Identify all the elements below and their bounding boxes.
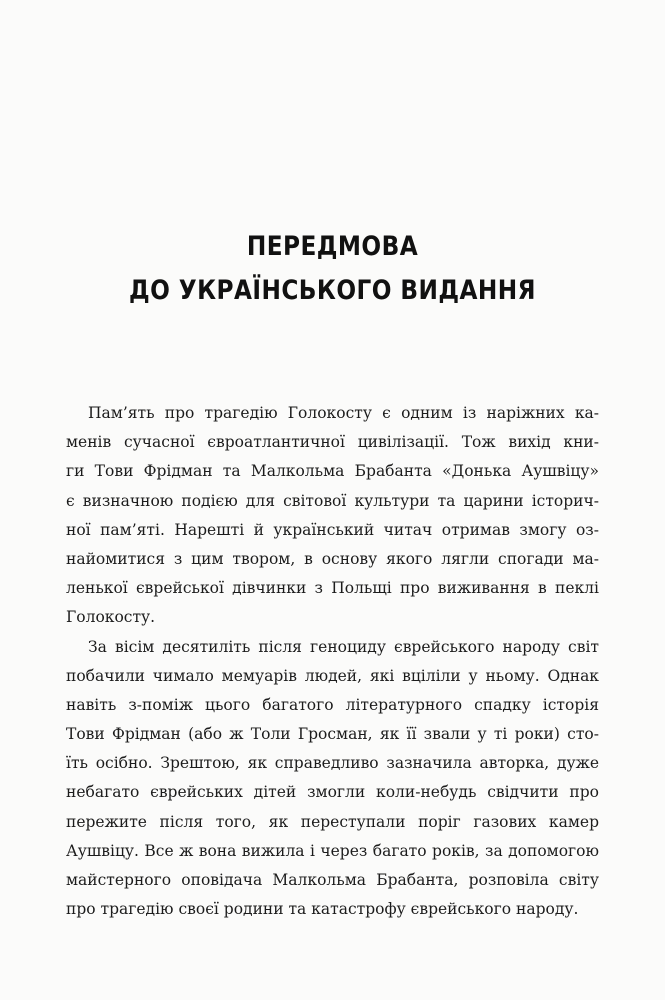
text-line: За вісім десятиліть після геноциду єврейського народу світ <box>88 637 599 656</box>
text-line: пережите після того, як переступали поріг газових камер <box>66 812 599 831</box>
text-line: ної пам’яті. Нарешті й український читач отримав змогу оз- <box>66 520 599 539</box>
text-line: ги Тови Фрідман та Малкольма Брабанта «Донька Аушвіцу» <box>66 462 599 481</box>
text-line: побачили чимало мемуарів людей, які вціліли у ньому. Однак <box>66 666 599 685</box>
text-line: навіть з-поміж цього багатого літературного спадку історія <box>66 695 599 714</box>
text-line: найомитися з цим твором, в основу якого лягли спогади ма- <box>66 549 599 568</box>
body-text <box>66 399 599 924</box>
text-line: Пам’ять про трагедію Голокосту є одним із наріжних ка- <box>88 404 599 422</box>
text-line: менів сучасної євроатлантичної цивілізації. Тож вихід кни- <box>66 433 599 452</box>
text-line: майстерного оповідача Малкольма Брабанта, розповіла світу <box>66 871 599 889</box>
text-line: їть осібно. Зрештою, як справедливо зазначила авторка, дуже <box>66 754 599 773</box>
title-line-2: ДО УКРАЇНСЬКОГО ВИДАННЯ <box>129 275 536 306</box>
text-line: Тови Фрідман (або ж Толи Гросман, як її звали у ті роки) сто- <box>66 725 599 744</box>
text-line: Голокосту. <box>66 608 156 627</box>
text-line: про трагедію своєї родини та катастрофу єврейського народу. <box>66 900 579 919</box>
text-line: небагато єврейських дітей змогли коли-небудь свідчити про <box>66 783 599 802</box>
page-title <box>47 225 619 313</box>
title-line-1: ПЕРЕДМОВА <box>246 231 419 262</box>
text-line: є визначною подією для світової культури та царини історич- <box>66 491 599 510</box>
text-line: ленької єврейської дівчинки з Польщі про виживання в пеклі <box>66 579 599 598</box>
text-line: Аушвіцу. Все ж вона вижила і через багато років, за допомогою <box>66 841 599 860</box>
